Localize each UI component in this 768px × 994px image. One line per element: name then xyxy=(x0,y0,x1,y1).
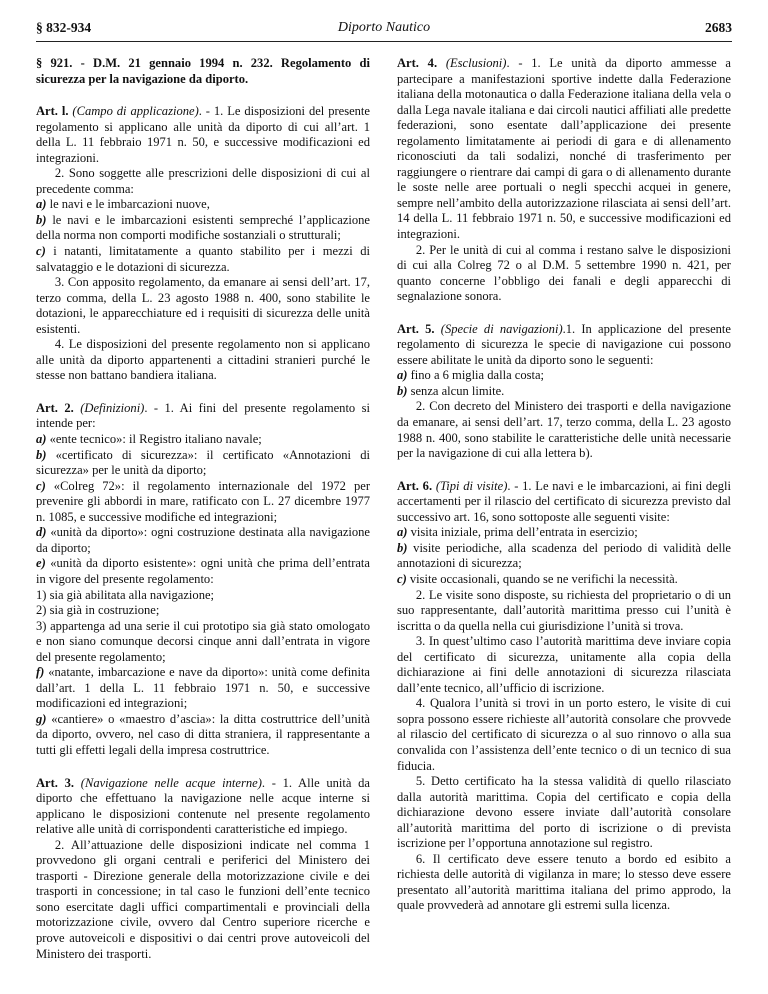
list-item xyxy=(397,525,731,541)
item-marker: f) xyxy=(36,665,45,680)
article-text: .1. In applicazione del presente regolamento di sicurezza le specie di navigazione cui possono essere abilitate le unità da diporto sono le seguenti: xyxy=(397,321,731,367)
item-marker: d) xyxy=(36,525,47,540)
running-title: Diporto Nautico xyxy=(337,20,431,35)
article xyxy=(36,104,370,166)
article xyxy=(397,56,731,243)
item-marker: b) xyxy=(36,212,47,227)
article-heading: (Campo di applicazione) xyxy=(72,104,199,119)
item-text: «certificato di sicurezza»: il certificato «Annotazioni di sicurezza» per le unità da diporto; xyxy=(36,447,370,478)
right-column xyxy=(397,56,731,914)
item-text: le navi e le imbarcazioni esistenti sempreché l’applicazione della norma non comporti modifiche sostanziali o strutturali; xyxy=(36,212,370,243)
article-text: . - 1. Le navi e le imbarcazioni, ai fini degli accertamenti per il rilascio del certificato di sicurezza previsto dal successivo art. 16, sono sottoposte alle seguenti visite: xyxy=(397,478,731,524)
item-marker: e) xyxy=(36,556,46,571)
list-item xyxy=(397,541,731,572)
article-heading: (Navigazione nelle acque interne) xyxy=(80,775,262,790)
paragraph: 4. Qualora l’unità si trovi in un porto estero, le visite di cui sopra possono essere richieste all’autorità consolare che provvede al rilascio del certificato di sicurezza o al suo rinnovo o alla sua convalida con l’assistenza dell’ente tecnico o di un tecnico di sua fiducia. xyxy=(397,696,731,773)
article-text: . - 1. Ai fini del presente regolamento si intende per: xyxy=(36,400,371,431)
paragraph: 2. All’attuazione delle disposizioni indicate nel comma 1 provvedono gli organi centrali e periferici del Ministero dei trasporti - Direzione generale della motorizzazione civile e dei trasporti in concessione; in tal caso le funzioni dell’ente tecnico sono esercitate dagli uffici compartimentali e provinciali della motorizzazione civile, ovvero dal Centro superiore ricerche e prove autoveicoli e dispositivi o dai centri prove autoveicoli del Ministero dei trasporti. xyxy=(36,837,370,961)
article xyxy=(36,776,370,838)
paragraph: 2. Sono soggette alle prescrizioni delle disposizioni di cui al precedente comma: xyxy=(36,166,370,196)
item-text: «cantiere» o «maestro d’ascia»: la ditta costruttrice dell’unità da diporto, ovvero, nel caso di ditta straniera, il rappresentante a tutti gli effetti legali della impresa costruttrice. xyxy=(36,711,370,757)
article-number: Art. 5. xyxy=(397,321,435,336)
item-marker: c) xyxy=(36,478,46,493)
left-column xyxy=(36,56,370,962)
item-text: senza alcun limite. xyxy=(407,383,505,398)
item-text: visita iniziale, prima dell’entrata in esercizio; xyxy=(407,525,638,540)
list-item xyxy=(397,368,731,384)
paragraph: 5. Detto certificato ha la stessa validità di quello rilasciato dalla autorità marittima. Copia del certificato e copia della dichiarazione devono essere inviate dall’autorità consolare all’autorità marittima del porto di iscrizione o di prevista iscrizione per l’opportuna annotazione sul registro. xyxy=(397,774,731,851)
article-number: Art. 3. xyxy=(36,775,75,790)
item-text: visite periodiche, alla scadenza del periodo di validità delle annotazioni di sicurezza; xyxy=(397,540,731,571)
list-item xyxy=(36,213,370,244)
article-heading: (Tipi di visite) xyxy=(435,478,508,493)
item-text: «ente tecnico»: il Registro italiano navale; xyxy=(46,432,262,447)
article-heading: (Specie di navigazioni) xyxy=(440,321,563,336)
item-marker: b) xyxy=(397,540,408,555)
list-item xyxy=(36,197,370,213)
list-item xyxy=(36,448,370,479)
list-item xyxy=(36,525,370,556)
numbered-line: 3) appartenga ad una serie il cui prototipo sia già stato omologato e non siano comunque decorsi cinque anni dall’entrata in vigore del presente regolamento; xyxy=(36,618,370,664)
section-range: § 832-934 xyxy=(36,20,92,35)
item-text: «Colreg 72»: il regolamento internazionale del 1972 per prevenire gli abbordi in mare, ratificato con L. 27 dicembre 1977 n. 1085, e successive modifiche ed integrazioni; xyxy=(36,478,370,524)
paragraph: 2. Con decreto del Ministero dei trasporti e della navigazione da emanare, ai sensi dell’art. 17, terzo comma, della L. 23 agosto 1988 n. 400, sono stabilite le caratteristiche delle unità necessarie per la navigazione di cui alla lettera b). xyxy=(397,399,731,461)
paragraph: 3. Con apposito regolamento, da emanare ai sensi dell’art. 17, terzo comma, della L. 23 agosto 1988 n. 400, sono stabilite le dotazioni, le apparecchiature ed i requisiti di sicurezza delle unità esistenti. xyxy=(36,275,370,336)
article xyxy=(36,401,370,432)
item-marker: b) xyxy=(397,383,408,398)
paragraph: 2. Le visite sono disposte, su richiesta del proprietario o di un suo rappresentante, dall’autorità marittima presso cui l’unità è iscritta o da quella nella cui giurisdizione l’unità si trova. xyxy=(397,587,731,633)
paragraph: 4. Le disposizioni del presente regolamento non si applicano alle unità da diporto appartenenti a cittadini stranieri purché le stesse non battano bandiera italiana. xyxy=(36,337,370,383)
list-item xyxy=(397,572,731,588)
article xyxy=(397,479,731,526)
list-item xyxy=(397,384,731,400)
running-header xyxy=(36,20,732,42)
paragraph: 2. Per le unità di cui al comma i restano salve le disposizioni di cui alla Colreg 72 o al D.M. 5 settembre 1990 n. 421, per quanto concerne l’obbligo dei fanali e degli apparecchi di segnalazione sonora. xyxy=(397,242,731,304)
item-marker: b) xyxy=(36,447,47,462)
list-item xyxy=(36,432,370,448)
header-rule xyxy=(36,41,732,42)
item-marker: a) xyxy=(397,525,408,540)
article-number: Art. 2. xyxy=(36,400,74,415)
list-item xyxy=(36,556,370,587)
article-text: . - 1. Le disposizioni del presente regolamento si applicano alle unità da diporto di cui all’art. 1 della L. 11 febbraio 1971 n. 50, e successive modificazioni ed integrazioni. xyxy=(36,104,370,165)
list-item xyxy=(36,479,370,526)
item-marker: a) xyxy=(36,197,47,212)
article xyxy=(397,322,731,369)
list-item xyxy=(36,244,370,275)
item-marker: a) xyxy=(36,432,47,447)
article-number: Art. 4. xyxy=(397,56,438,70)
article-text: . - 1. Le unità da diporto ammesse a partecipare a manifestazioni sportive indette dalla Federazione italiana della motonautica o dalla Federazione italiana della vela o dalla Lega navale italiana e dai circoli nautici affiliati alle predette federazioni, sono esentate dall’applicazione dei presente regolamento limitatamente ai periodi di gara e di allenamento riconosciuti da tali sodalizi, nonché di trasferimento per raggiungere o rientrare dai campi di gara o di allenamento durante le soste nelle aree portuali o negli specchi acquei in genere, sempre nell’ambito della autorizzazione rilasciata ai sensi dell’art. 14 della L. 11 febbraio 1971 n. 50, e successive modificazioni ed integrazioni. xyxy=(397,56,731,242)
page-number: 2683 xyxy=(705,20,732,35)
numbered-line: 2) sia già in costruzione; xyxy=(36,603,160,618)
item-text: le navi e le imbarcazioni nuove, xyxy=(46,197,210,212)
item-marker: c) xyxy=(36,244,46,259)
numbered-line: 1) sia già abilitata alla navigazione; xyxy=(36,587,215,602)
item-text: i natanti, limitatamente a quanto stabilito per i mezzi di salvataggio e le dotazioni di sicurezza. xyxy=(36,244,370,274)
paragraph: 6. Il certificato deve essere tenuto a bordo ed esibito a richiesta delle autorità di vigilanza in mare; lo stesso deve essere presentato all’autorità marittima italiana del primo approdo, la quale provvederà ad annotare gli estremi sulla licenza. xyxy=(397,851,731,913)
item-text: «natante, imbarcazione e nave da diporto»: unità come definita dall’art. 1 della L. 11 febbraio 1971 n. 50, e successive modificazioni ed integrazioni; xyxy=(36,665,370,711)
article-heading: (Definizioni) xyxy=(80,400,145,415)
article-number: Art. 6. xyxy=(397,478,433,493)
item-text: «unità da diporto esistente»: ogni unità che prima dell’entrata in vigore del presente regolamento: xyxy=(36,556,370,586)
item-text: «unità da diporto»: ogni costruzione destinata alla navigazione da diporto; xyxy=(36,525,370,555)
item-text: visite occasionali, quando se ne verifichi la necessità. xyxy=(406,571,678,586)
article-heading: (Esclusioni) xyxy=(445,56,507,70)
article-text: . - 1. Alle unità da diporto che effettuano la navigazione nelle acque interne si applicano le disposizioni contenute nel presente regolamento relative alle unità di corrispondenti caratteristiche ed impiego. xyxy=(36,775,370,837)
item-marker: c) xyxy=(397,571,407,586)
item-marker: g) xyxy=(36,711,47,726)
item-marker: a) xyxy=(397,368,408,383)
list-item xyxy=(36,712,370,759)
article-number: Art. l. xyxy=(36,104,69,119)
item-text: fino a 6 miglia dalla costa; xyxy=(407,368,545,383)
list-item xyxy=(36,665,370,712)
document-title: § 921. - D.M. 21 gennaio 1994 n. 232. Regolamento di sicurezza per la navigazione da diporto. xyxy=(36,56,370,86)
paragraph: 3. In quest’ultimo caso l’autorità marittima deve inviare copia del certificato di sicurezza, unitamente alla copia della dichiarazione ai fini delle annotazioni di sicurezza rilasciata dall’ente tecnico, all’ufficio di iscrizione. xyxy=(397,634,731,695)
